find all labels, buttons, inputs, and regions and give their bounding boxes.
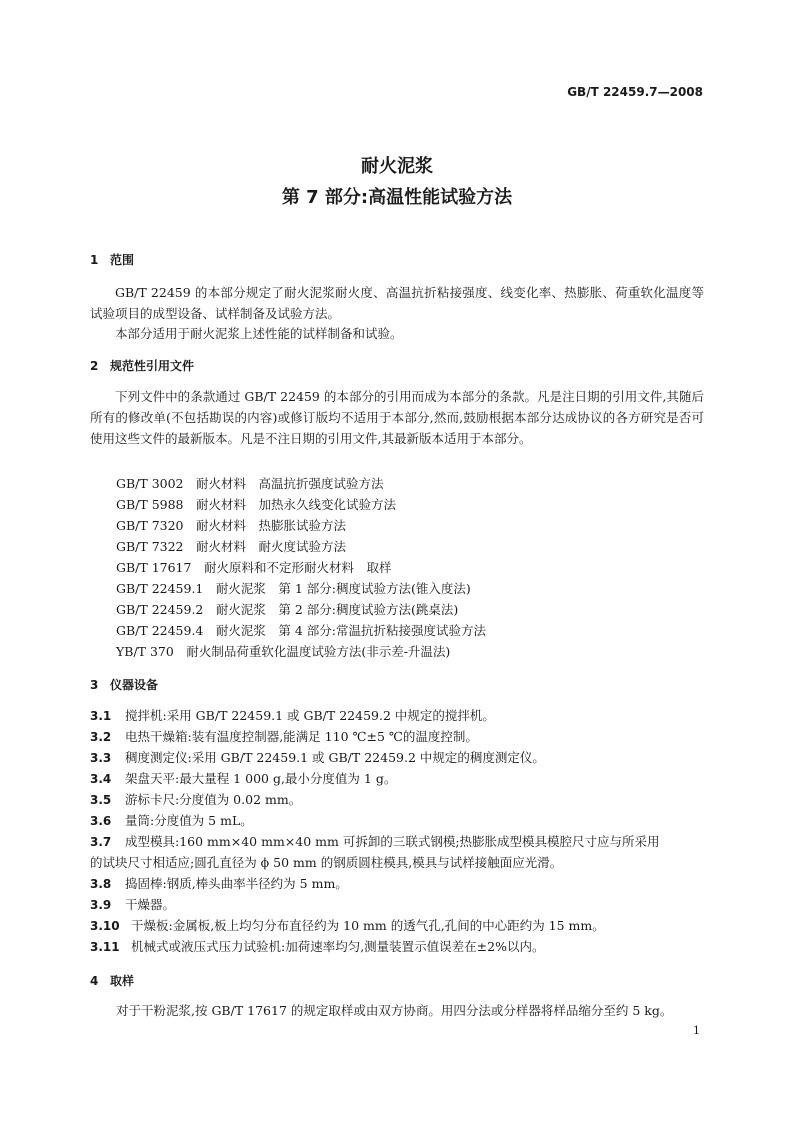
clause-item: 3.6 量筒:分度值为 5 mL。: [90, 813, 253, 828]
clause-item: 3.4 架盘天平:最大量程 1 000 g,最小分度值为 1 g。: [90, 771, 397, 786]
section-4-paragraph-1: 对于干粉泥浆,按 GB/T 17617 的规定取样或由双方协商。用四分法或分样器将样品缩分至约 5 kg。: [116, 1003, 673, 1018]
reference-item: GB/T 22459.4 耐火泥浆 第 4 部分:常温抗折粘接强度试验方法: [116, 623, 486, 638]
clause-item: 3.9 干燥器。: [90, 897, 176, 912]
clause-item: 3.3 稠度测定仪:采用 GB/T 22459.1 或 GB/T 22459.2 中规定的稠度测定仪。: [90, 750, 545, 765]
clause-item: 3.8 捣固棒:钢质,棒头曲率半径约为 5 mm。: [90, 876, 348, 891]
standard-number: GB/T 22459.7—2008: [567, 85, 703, 99]
section-1-heading: 1 范围: [90, 253, 135, 267]
section-1-paragraph-2: 本部分适用于耐火泥浆上述性能的试样制备和试验。: [115, 326, 403, 341]
clause-item: 3.11 机械式或液压式压力试验机:加荷速率均匀,测量装置示值误差在±2%以内。: [90, 939, 545, 954]
clause-item: 3.1 搅拌机:采用 GB/T 22459.1 或 GB/T 22459.2 中规定的搅拌机。: [90, 708, 495, 723]
reference-item: GB/T 3002 耐火材料 高温抗折强度试验方法: [116, 476, 384, 491]
clause-item-continued: 的试块尺寸相适应;圆孔直径为 ϕ 50 mm 的钢质圆柱模具,模具与试样接触面应光滑。: [90, 855, 563, 870]
reference-item: YB/T 370 耐火制品荷重软化温度试验方法(非示差-升温法): [116, 644, 451, 659]
reference-item: GB/T 22459.1 耐火泥浆 第 1 部分:稠度试验方法(锥入度法): [116, 581, 471, 596]
reference-item: GB/T 17617 耐火原料和不定形耐火材料 取样: [116, 560, 392, 575]
document-title: 耐火泥浆: [361, 156, 433, 177]
clause-item: 3.7 成型模具:160 mm×40 mm×40 mm 可拆卸的三联式钢模;热膨胀成型模具模腔尺寸应与所采用: [90, 834, 660, 849]
page-number: 1: [693, 1024, 700, 1037]
section-4-heading: 4 取样: [90, 974, 135, 988]
reference-item: GB/T 5988 耐火材料 加热永久线变化试验方法: [116, 497, 397, 512]
section-2-paragraph-1: 下列文件中的条款通过 GB/T 22459 的本部分的引用而成为本部分的条款。凡是注日期的引用文件,其随后所有的修改单(不包括勘误的内容)或修订版均不适用于本部分,然而,鼓励根据本部分达成协议的各方研究是否可使用这些文件的最新版本。凡是不注日期的引用文件,其最新版本适用于本部分。: [90, 389, 704, 446]
clause-item: 3.5 游标卡尺:分度值为 0.02 mm。: [90, 792, 302, 807]
clause-item: 3.10 干燥板:金属板,板上均匀分布直径约为 10 mm 的透气孔,孔间的中心距约为 15 mm。: [90, 918, 605, 933]
reference-item: GB/T 7322 耐火材料 耐火度试验方法: [116, 539, 347, 554]
section-1-paragraph-1: GB/T 22459 的本部分规定了耐火泥浆耐火度、高温抗折粘接强度、线变化率、热膨胀、荷重软化温度等试验项目的成型设备、试样制备及试验方法。: [90, 285, 704, 321]
reference-item: GB/T 7320 耐火材料 热膨胀试验方法: [116, 518, 347, 533]
document-subtitle: 第 7 部分:高温性能试验方法: [281, 187, 513, 208]
reference-item: GB/T 22459.2 耐火泥浆 第 2 部分:稠度试验方法(跳桌法): [116, 602, 459, 617]
section-3-heading: 3 仪器设备: [90, 678, 159, 692]
section-2-heading: 2 规范性引用文件: [90, 359, 195, 373]
clause-item: 3.2 电热干燥箱:装有温度控制器,能满足 110 ℃±5 ℃的温度控制。: [90, 729, 478, 744]
